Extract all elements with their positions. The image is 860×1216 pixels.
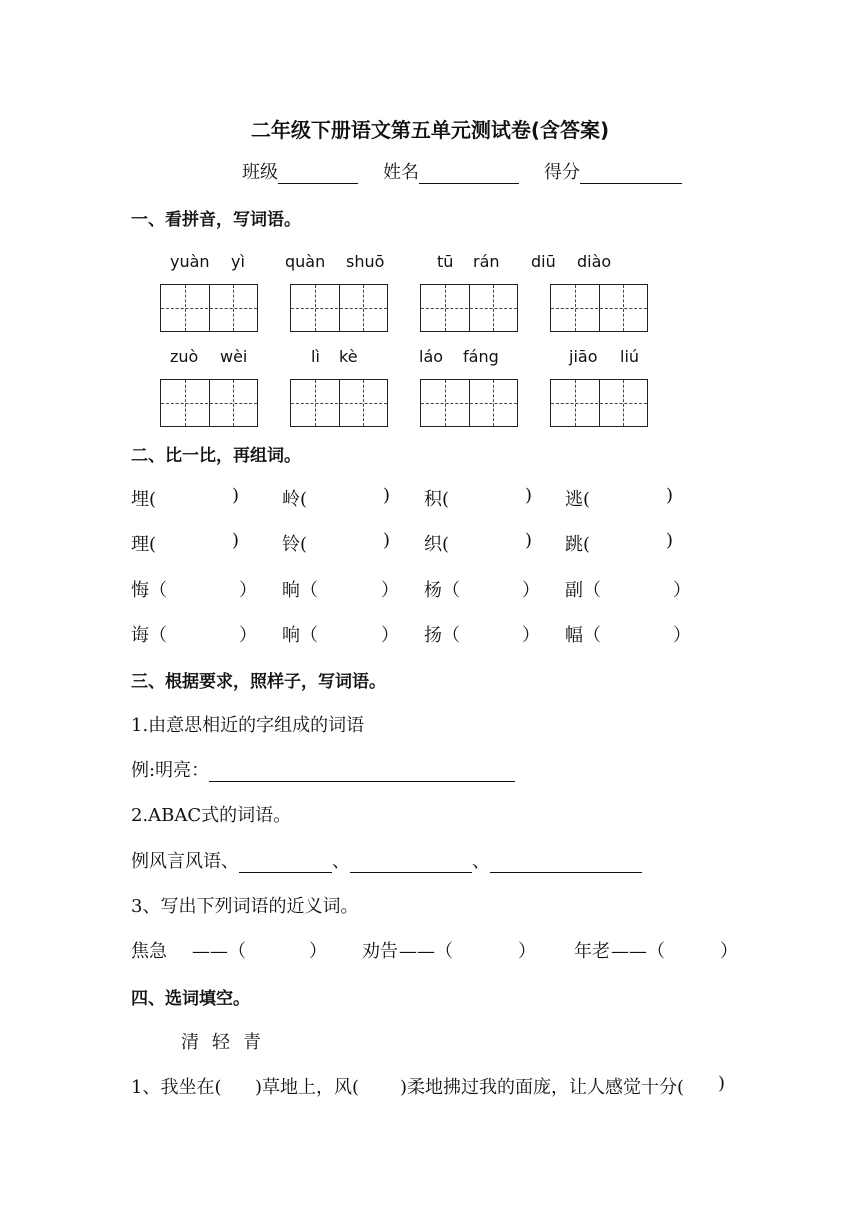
pinyin: tū xyxy=(437,252,454,271)
question-2: 2.ABAC式的词语。 xyxy=(131,805,292,826)
section3-heading: 三、根据要求，照样子，写词语。 xyxy=(131,672,386,692)
compare-char: 逃( xyxy=(565,489,591,510)
synonym-dash: ——（ xyxy=(192,941,246,962)
synonym-dash: ——（ xyxy=(611,941,665,962)
fill-part: ) xyxy=(718,1073,726,1094)
question-3: 3、写出下列词语的近义词。 xyxy=(131,896,359,917)
writing-grid[interactable] xyxy=(550,379,648,427)
paren-close: ） xyxy=(518,941,536,962)
section4-heading: 四、选词填空。 xyxy=(131,989,250,1009)
paren-close: ) xyxy=(383,485,391,506)
q1-example-row: 例:明亮： xyxy=(131,756,515,782)
paren-close: ) xyxy=(666,530,674,551)
name-label: 姓名 xyxy=(383,158,519,184)
paren-close: ） xyxy=(522,625,540,646)
compare-char: 副（ xyxy=(565,580,601,601)
writing-grid[interactable] xyxy=(160,284,258,332)
compare-char: 理( xyxy=(131,534,157,555)
name-blank[interactable] xyxy=(419,161,519,184)
paren-close: ) xyxy=(525,485,533,506)
paren-close: ) xyxy=(525,530,533,551)
pinyin: diào xyxy=(577,252,612,271)
pinyin: fáng xyxy=(463,347,499,366)
writing-grid[interactable] xyxy=(550,284,648,332)
score-blank[interactable] xyxy=(580,161,682,184)
paren-close: ) xyxy=(232,530,240,551)
pinyin: yì xyxy=(231,252,245,271)
word-choice: 青 xyxy=(243,1032,261,1053)
fill-part: )草地上，风( xyxy=(255,1077,360,1098)
score-label: 得分 xyxy=(544,158,682,184)
compare-char: 埋( xyxy=(131,489,157,510)
pinyin: liú xyxy=(620,347,640,366)
compare-char: 织( xyxy=(424,534,450,555)
answer-line[interactable] xyxy=(350,852,472,873)
compare-char: 晌（ xyxy=(282,580,318,601)
q2-example-row: 例风言风语、 、 、 xyxy=(131,847,642,873)
paren-close: ） xyxy=(239,580,257,601)
paren-close: ） xyxy=(673,625,691,646)
class-label: 班级 xyxy=(242,158,358,184)
writing-grid[interactable] xyxy=(290,379,388,427)
compare-char: 跳( xyxy=(565,534,591,555)
question-1: 1.由意思相近的字组成的词语 xyxy=(131,715,365,736)
compare-char: 杨（ xyxy=(424,580,460,601)
paren-close: ） xyxy=(720,941,738,962)
paren-close: ） xyxy=(239,625,257,646)
compare-char: 岭( xyxy=(282,489,308,510)
class-blank[interactable] xyxy=(278,161,358,184)
writing-grid[interactable] xyxy=(420,379,518,427)
compare-char: 响（ xyxy=(282,625,318,646)
section1-heading: 一、看拼音，写词语。 xyxy=(131,210,301,230)
compare-char: 扬（ xyxy=(424,625,460,646)
pinyin: kè xyxy=(339,347,358,366)
paren-close: ） xyxy=(522,580,540,601)
paren-close: ） xyxy=(381,625,399,646)
pinyin: yuàn xyxy=(170,252,210,271)
pinyin: wèi xyxy=(220,347,248,366)
pinyin: láo xyxy=(419,347,444,366)
paren-close: ) xyxy=(232,485,240,506)
pinyin: rán xyxy=(473,252,500,271)
answer-line[interactable] xyxy=(239,852,332,873)
paren-close: ） xyxy=(673,580,691,601)
answer-line[interactable] xyxy=(209,761,515,782)
fill-part: 1、我坐在( xyxy=(131,1077,222,1098)
paren-close: ） xyxy=(381,580,399,601)
synonym-word: 焦急 xyxy=(131,941,167,962)
pinyin: lì xyxy=(311,347,320,366)
writing-grid[interactable] xyxy=(160,379,258,427)
compare-char: 悔（ xyxy=(131,580,167,601)
paren-close: ) xyxy=(383,530,391,551)
compare-char: 诲（ xyxy=(131,625,167,646)
pinyin: quàn xyxy=(285,252,326,271)
synonym-word: 劝告 xyxy=(362,941,398,962)
pinyin: zuò xyxy=(170,347,199,366)
paren-close: ) xyxy=(666,485,674,506)
compare-char: 积( xyxy=(424,489,450,510)
answer-line[interactable] xyxy=(490,852,642,873)
compare-char: 幅（ xyxy=(565,625,601,646)
pinyin: jiāo xyxy=(569,347,598,366)
compare-char: 铃( xyxy=(282,534,308,555)
pinyin: diū xyxy=(531,252,556,271)
synonym-dash: ——（ xyxy=(399,941,453,962)
section2-heading: 二、比一比，再组词。 xyxy=(131,446,301,466)
writing-grid[interactable] xyxy=(290,284,388,332)
fill-part: )柔地拂过我的面庞，让人感觉十分( xyxy=(400,1077,685,1098)
page-title: 二年级下册语文第五单元测试卷(含答案) xyxy=(250,118,610,142)
paren-close: ） xyxy=(309,941,327,962)
writing-grid[interactable] xyxy=(420,284,518,332)
pinyin: shuō xyxy=(346,252,385,271)
word-choice: 清 xyxy=(181,1032,199,1053)
word-choice: 轻 xyxy=(212,1032,230,1053)
synonym-word: 年老 xyxy=(574,941,610,962)
